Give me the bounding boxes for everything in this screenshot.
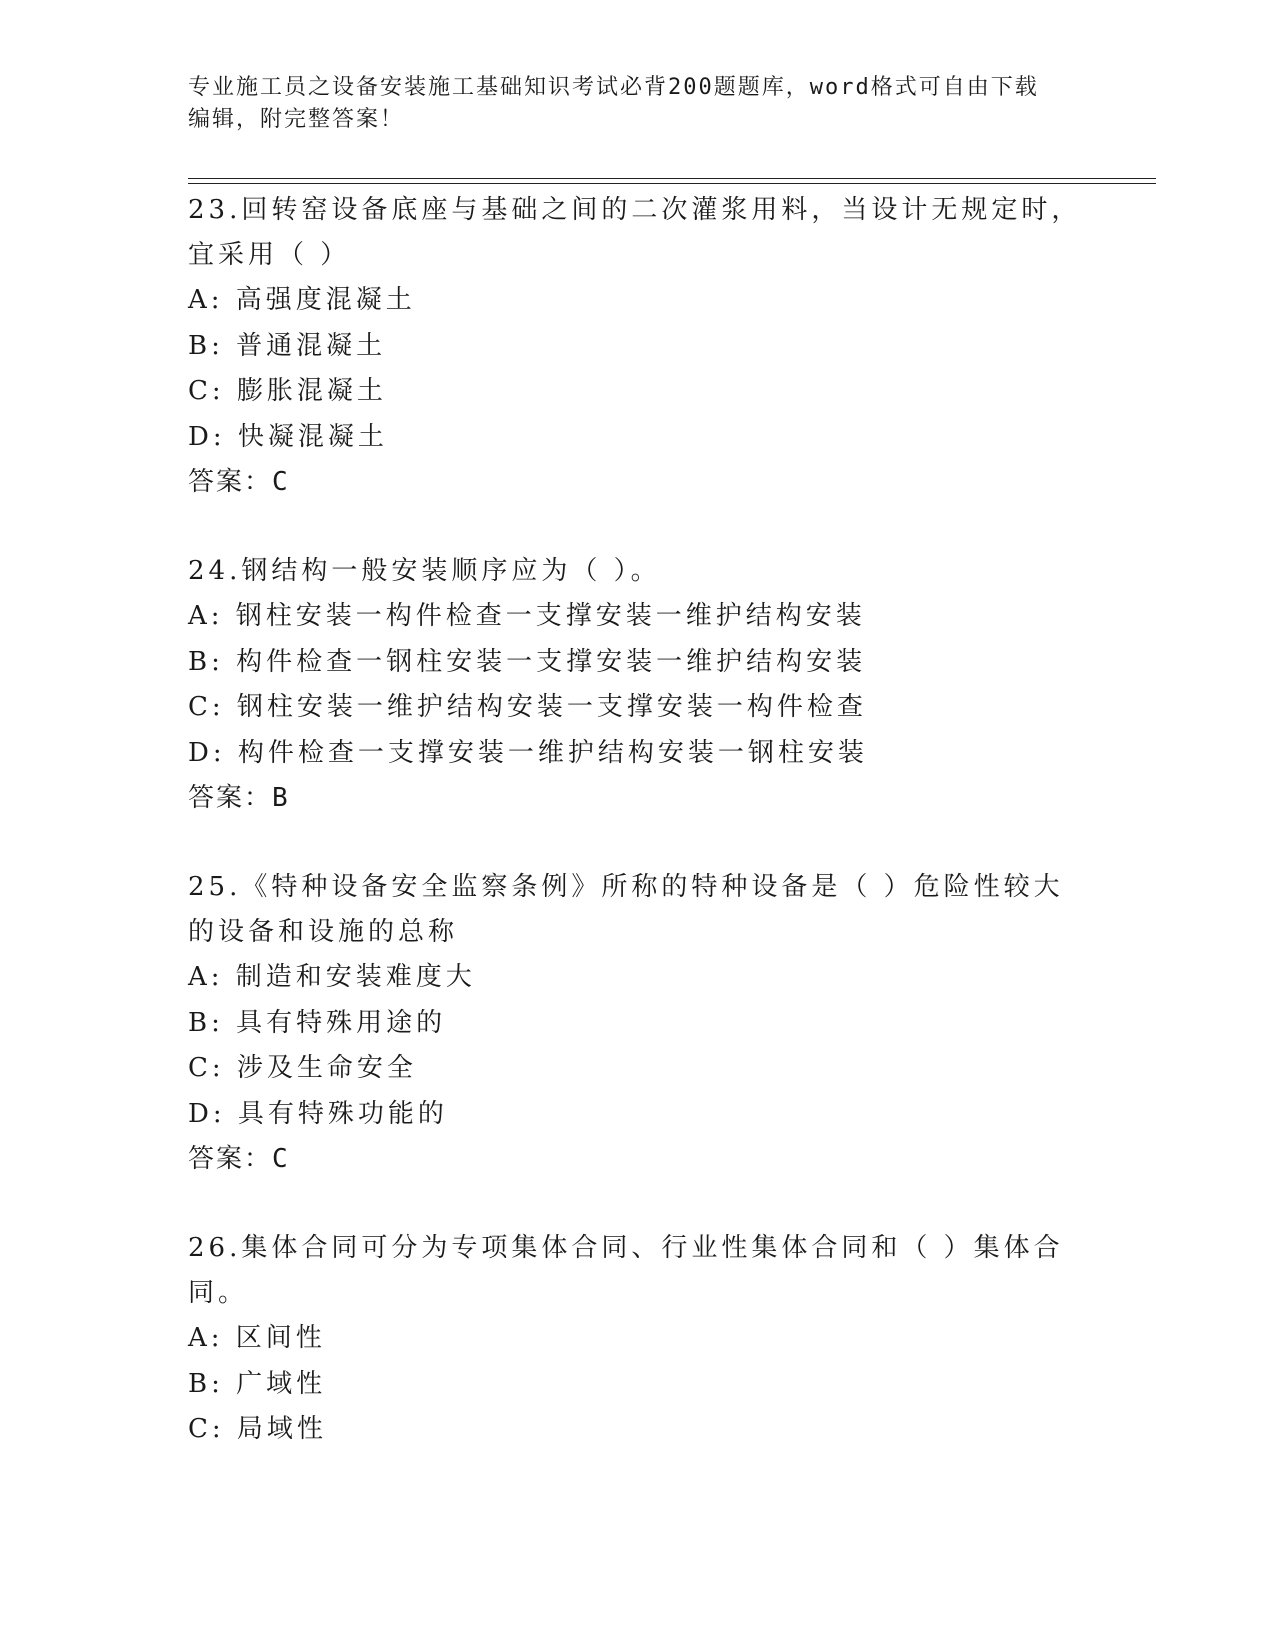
option-d: D: 具有特殊功能的 [188,1098,448,1129]
answer-label: 答案： [188,783,273,813]
question-23 [188,188,1088,505]
answer-label: 答案： [188,467,273,497]
option-b: B: 具有特殊用途的 [188,1007,447,1038]
option-c: C: 钢柱安装一维护结构安装一支撑安装一构件检查 [188,692,867,722]
question-25 [188,865,1088,1182]
question-stem: 25.《特种设备安全监察条例》所称的特种设备是（ ）危险性较大的设备和设施的总称 [188,872,1064,947]
question-stem: 26.集体合同可分为专项集体合同、行业性集体合同和（ ）集体合同。 [188,1233,1064,1308]
question-stem: 24.钢结构一般安装顺序应为（ ）。 [188,556,661,586]
answer-value: C [272,1144,290,1174]
answer-value: B [272,783,290,813]
answer-line [188,1137,1088,1182]
document-header [188,72,1068,136]
option-d: D: 快凝混凝土 [188,421,388,452]
question-list [188,188,1088,1497]
option-b: B: 构件检查一钢柱安装一支撑安装一维护结构安装 [188,646,867,677]
question-24 [188,549,1088,821]
header-rule-top [188,178,1156,179]
answer-value: C [272,467,290,497]
option-c: C: 涉及生命安全 [188,1053,417,1083]
option-a: A: 区间性 [188,1323,326,1353]
header-rule-bottom [188,183,1156,184]
option-d: D: 构件检查一支撑安装一维护结构安装一钢柱安装 [188,737,868,768]
option-a: A: 制造和安装难度大 [188,962,476,992]
option-c: C: 局域性 [188,1414,327,1444]
option-c: C: 膨胀混凝土 [188,376,387,406]
option-b: B: 普通混凝土 [188,330,387,361]
answer-label: 答案： [188,1144,273,1174]
answer-line [188,776,1088,821]
answer-line [188,460,1088,505]
question-26 [188,1226,1088,1453]
question-stem: 23.回转窑设备底座与基础之间的二次灌浆用料，当设计无规定时，宜采用（ ） [188,195,1082,270]
option-a: A: 钢柱安装一构件检查一支撑安装一维护结构安装 [188,601,866,631]
option-a: A: 高强度混凝土 [188,285,416,315]
header-line-1: 专业施工员之设备安装施工基础知识考试必背200题题库，word格式可自由下载 [188,75,1039,100]
header-line-2: 编辑，附完整答案！ [188,107,405,132]
option-b: B: 广域性 [188,1368,327,1399]
